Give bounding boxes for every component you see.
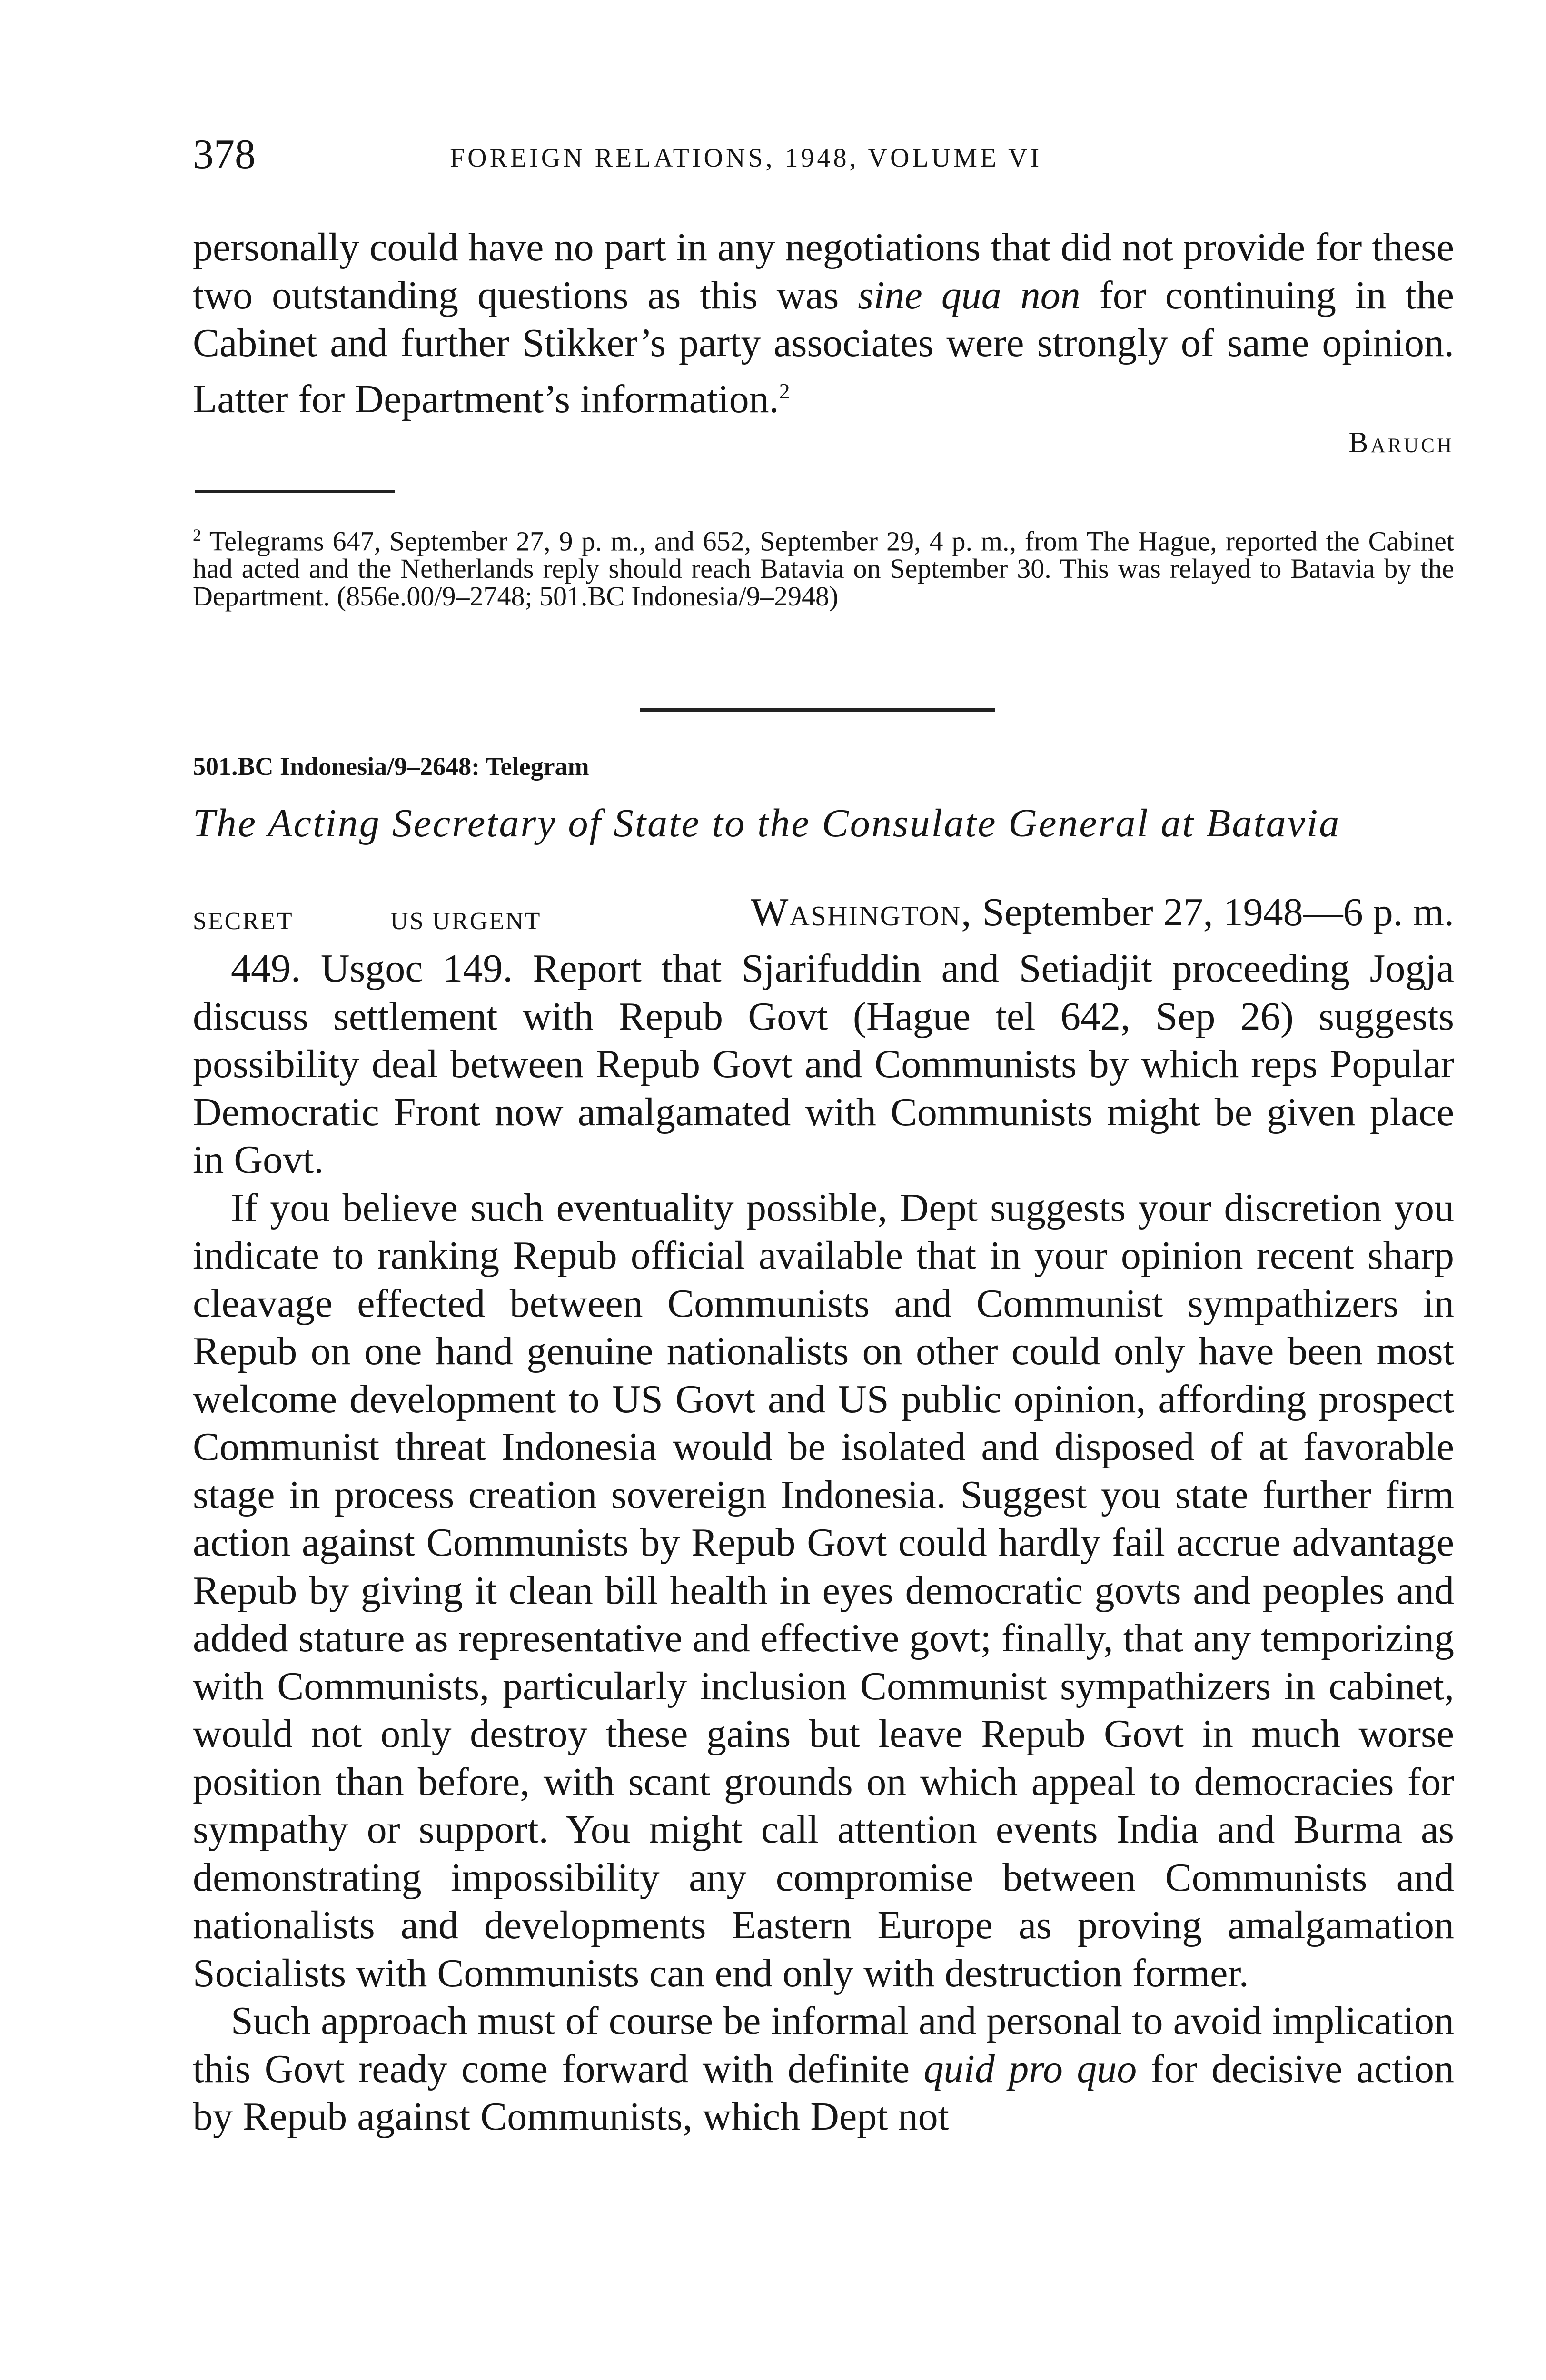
footnote-text: Telegrams 647, September 27, 9 p. m., and 652, September 29, 4 p. m., from The Hague, reported the Cabinet had acted and the Netherlands reply should reach Batavia on September 30. This was relayed to Batavia by the Department. (856e.00/9–2748; 501.BC Indonesia/9–2948)	[193, 526, 1454, 612]
place: Washington,	[751, 890, 972, 934]
footnote-marker: 2	[779, 378, 790, 403]
signature-baruch: Baruch	[1348, 426, 1454, 459]
footnote-divider	[195, 490, 395, 493]
paragraph-1: 449. Usgoc 149. Report that Sjarifuddin and Setiadjit proceeding Jogja discuss settlement with Repub Govt (Hague tel 642, Sep 26) suggests possibility deal between Repub Govt and Communists by which reps Popular Democratic Front now amalgamated with Communists might be given place in Govt.	[193, 946, 1454, 1182]
paragraph-3-end: for decisive action by Repub against Communists, which Dept not	[193, 2046, 1454, 2139]
telegram-body	[193, 945, 1454, 2141]
italic-phrase-sine-qua-non: sine qua non	[858, 273, 1080, 317]
paragraph-3-start: Such approach must of course be informal and personal to avoid implication this Govt ready come forward with definite	[193, 1999, 1454, 2091]
footnote	[193, 521, 1454, 610]
section-divider	[640, 708, 995, 712]
continued-text-end: for continuing in the Cabinet and further Stikker’s party associates were strongly of same opinion. Latter for Department’s information.	[193, 273, 1454, 421]
telegram-header-line	[193, 883, 1454, 935]
paragraph-2: If you believe such eventuality possible, Dept suggests your discretion you indicate to ranking Repub official available that in your opinion recent sharp cleavage effected between Communists and Communist sympathizers in Repub on one hand genuine nationalists on other could only have been most welcome development to US Govt and US public opinion, affording prospect Communist threat Indonesia would be isolated and disposed of at favorable stage in process creation sovereign Indonesia. Suggest you state further firm action against Communists by Repub Govt could hardly fail accrue advantage Repub by giving it clean bill health in eyes democratic govts and peoples and added stature as representative and effective govt; finally, that any temporizing with Communists, particularly inclusion Communist sympathizers in cabinet, would not only destroy these gains but leave Repub Govt in much worse position than before, with scant grounds on which appeal to democracies for sympathy or support. You might call attention events India and Burma as demonstrating impossibility any compromise between Communists and nationalists and developments Eastern Europe as proving amalgamation Socialists with Communists can end only with destruction former.	[193, 1185, 1454, 1995]
running-title: FOREIGN RELATIONS, 1948, VOLUME VI	[450, 143, 1042, 173]
classification-label: SECRET	[193, 908, 294, 935]
italic-phrase-quid-pro-quo: quid pro quo	[923, 2046, 1137, 2091]
continued-paragraph	[193, 224, 1454, 423]
running-head	[193, 129, 1454, 181]
precedence-label: US URGENT	[390, 908, 542, 935]
page-number: 378	[193, 131, 256, 178]
document-title: The Acting Secretary of State to the Consulate General at Batavia	[193, 801, 1341, 845]
place-and-date	[751, 889, 1454, 935]
footnote-number: 2	[193, 526, 201, 545]
file-reference: 501.BC Indonesia/9–2648: Telegram	[193, 752, 589, 781]
paragraph-3	[193, 1997, 1454, 2141]
continued-text-start: personally could have no part in any negotiations that did not provide for these two outstanding questions as this was	[193, 225, 1454, 317]
date-time: September 27, 1948—6 p. m.	[972, 890, 1454, 934]
